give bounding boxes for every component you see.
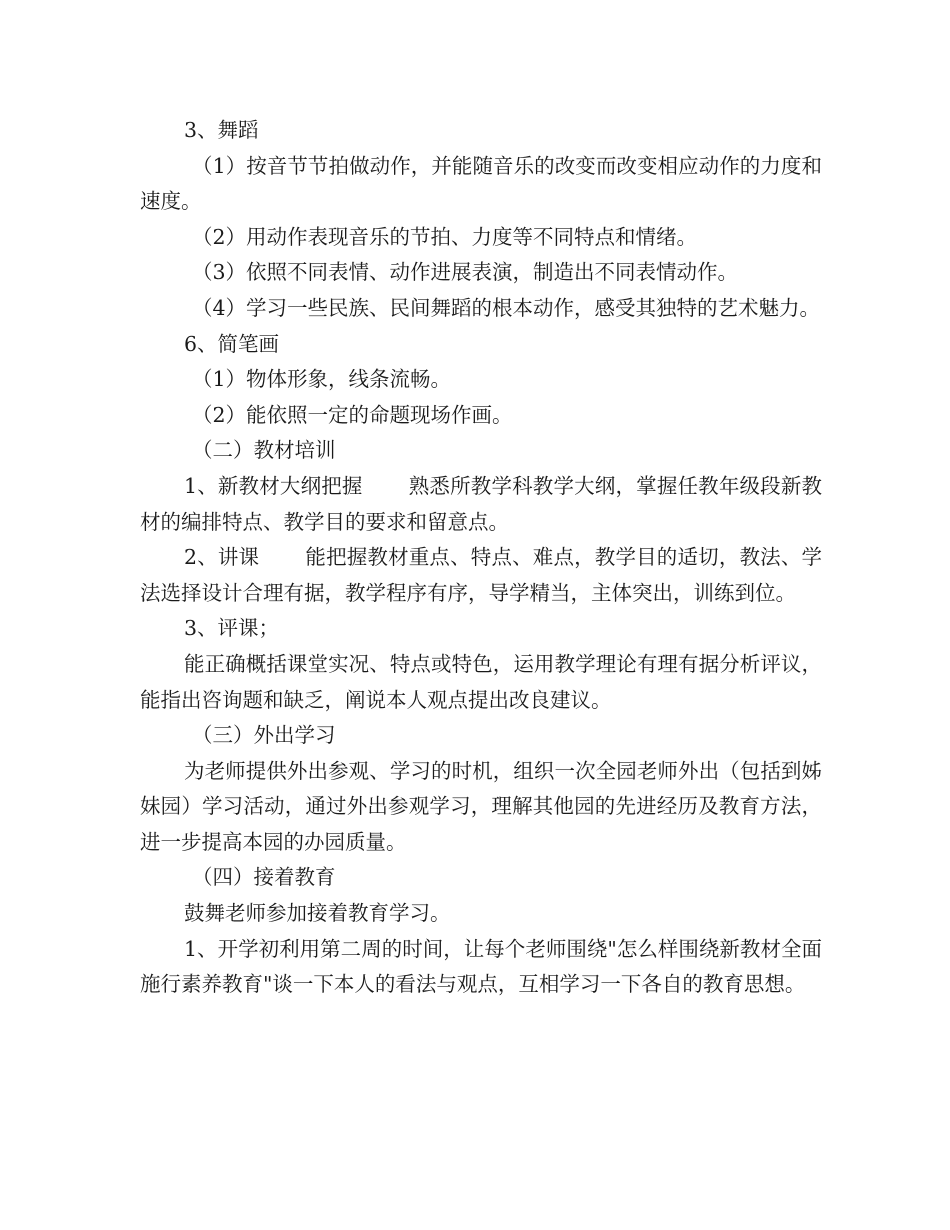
section-heading: （二）教材培训 — [192, 438, 336, 463]
paragraph: 6、简笔画 — [184, 331, 280, 356]
paragraph: （4）学习一些民族、民间舞蹈的根本动作，感受其独特的艺术魅力。 — [192, 295, 821, 320]
paragraph — [140, 540, 822, 611]
paragraph: （3）依照不同表情、动作进展表演，制造出不同表情动作。 — [192, 260, 739, 285]
section-heading: （四）接着教育 — [192, 865, 336, 890]
paragraph: （2）用动作表现音乐的节拍、力度等不同特点和情绪。 — [192, 224, 698, 249]
paragraph: 3、评课； — [184, 616, 280, 641]
paragraph: （2）能依照一定的命题现场作画。 — [192, 402, 513, 427]
paragraph: 能正确概括课堂实况、特点或特色，运用教学理论有理有据分析评议，能指出咨询题和缺乏，阐说本人观点提出改良建议。 — [140, 651, 822, 712]
paragraph — [140, 469, 822, 540]
paragraph: 3、舞蹈 — [184, 118, 259, 142]
paragraph: （1）物体形象，线条流畅。 — [192, 367, 452, 392]
paragraph-text: 熟悉所教学科教学大纲，掌握任教年级段新教材的编排特点、教学目的要求和留意点。 — [140, 473, 823, 534]
document-body — [140, 113, 822, 1003]
paragraph: （1）按音节节拍做动作，并能随音乐的改变而改变相应动作的力度和速度。 — [140, 153, 822, 214]
section-heading: （三）外出学习 — [192, 723, 336, 748]
paragraph: 为老师提供外出参观、学习的时机，组织一次全园老师外出（包括到姊妹园）学习活动，通过外出参观学习，理解其他园的先进经历及教育方法，进一步提高本园的办园质量。 — [140, 758, 822, 854]
paragraph-head: 1、新教材大纲把握 — [184, 473, 363, 498]
paragraph: 鼓舞老师参加接着教育学习。 — [184, 901, 451, 926]
paragraph-text: 能把握教材重点、特点、难点，教学目的适切，教法、学法选择设计合理有据，教学程序有序，导学精当，主体突出，训练到位。 — [140, 545, 823, 605]
paragraph: 1、开学初利用第二周的时间，让每个老师围绕"怎么样围绕新教材全面施行素养教育"谈一下本人的看法与观点，互相学习一下各自的教育思想。 — [140, 936, 822, 997]
paragraph-head: 2、讲课 — [184, 545, 260, 570]
